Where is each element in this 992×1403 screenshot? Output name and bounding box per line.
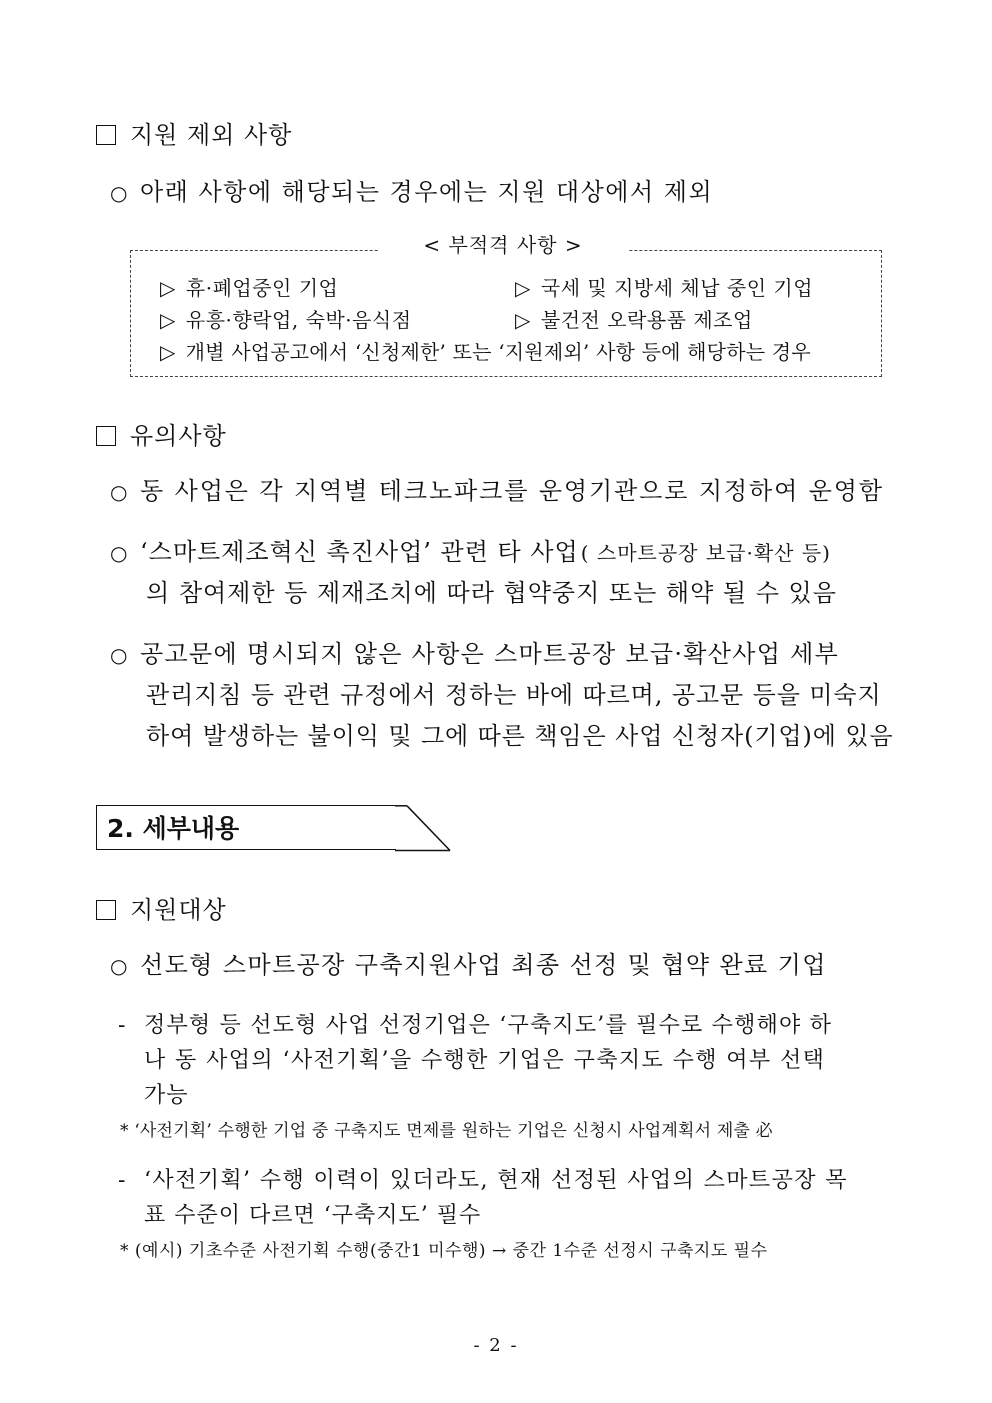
- triangle-bullet-icon: ▷: [515, 276, 531, 300]
- section-heading-target: [96, 890, 227, 925]
- dash-item-continued: 나 동 사업의 ‘사전기획’을 수행한 기업은 구축지도 수행 여부 선택: [144, 1048, 826, 1073]
- triangle-bullet-icon: ▷: [160, 308, 176, 332]
- exclusion-intro: [110, 172, 713, 207]
- triangle-bullet-icon: ▷: [160, 340, 176, 364]
- dash-item: [118, 1008, 832, 1043]
- item-text: 불건전 오락용품 제조업: [540, 308, 753, 332]
- circle-bullet-icon: ○: [110, 954, 129, 978]
- item-text: 국세 및 지방세 체납 중인 기업: [540, 276, 814, 300]
- circle-bullet-icon: ○: [110, 181, 129, 205]
- ineligible-item: [160, 336, 811, 365]
- intro-text: 아래 사항에 해당되는 경우에는 지원 대상에서 제외: [140, 178, 714, 206]
- notes-item-continued: 의 참여제한 등 제재조치에 따라 협약중지 또는 해약 될 수 있음: [146, 579, 837, 607]
- dash-bullet: -: [118, 1168, 127, 1193]
- item-text: 정부형 등 선도형 사업 선정기업은 ‘구축지도’를 필수로 수행해야 하: [144, 1013, 833, 1038]
- footnote: * ‘사전기획’ 수행한 기업 중 구축지도 면제를 원하는 기업은 신청시 사업계획서 제출 必: [120, 1121, 773, 1141]
- item-text: 선도형 스마트공장 구축지원사업 최종 선정 및 협약 완료 기업: [140, 951, 827, 979]
- ineligible-box-title: < 부적격 사항 >: [378, 230, 628, 260]
- checkbox-square-icon: [96, 900, 116, 920]
- dash-item-continued: 가능: [144, 1083, 189, 1108]
- notes-item-continued: 관리지침 등 관련 규정에서 정하는 바에 따르며, 공고문 등을 미숙지: [146, 681, 882, 709]
- dash-item: [118, 1163, 848, 1198]
- ineligible-item: [160, 272, 338, 301]
- heading-text: 지원대상: [130, 896, 227, 924]
- section-heading-exclusion: [96, 115, 292, 150]
- notes-item: [110, 466, 884, 518]
- circle-bullet-icon: ○: [110, 643, 129, 667]
- checkbox-square-icon: [96, 426, 116, 446]
- heading-text: 지원 제외 사항: [130, 121, 293, 149]
- target-bullet: [110, 940, 827, 992]
- circle-bullet-icon: ○: [110, 480, 130, 504]
- section-title-corner-icon: [395, 805, 455, 852]
- item-text: 동 사업은 각 지역별 테크노파크를 운영기관으로 지정하여 운영함: [140, 477, 884, 505]
- ineligible-item: [160, 304, 412, 333]
- section-title-label: 2. 세부내용: [96, 805, 396, 850]
- checkbox-square-icon: [96, 125, 116, 145]
- dash-bullet: -: [118, 1013, 127, 1038]
- item-text: 휴·폐업중인 기업: [185, 276, 339, 300]
- triangle-bullet-icon: ▷: [160, 276, 176, 300]
- ineligible-item: [515, 272, 813, 301]
- circle-bullet-icon: ○: [110, 541, 129, 565]
- item-text: 공고문에 명시되지 않은 사항은 스마트공장 보급·확산사업 세부: [140, 640, 840, 668]
- item-text: 개별 사업공고에서 ‘신청제한’ 또는 ‘지원제외’ 사항 등에 해당하는 경우: [185, 340, 811, 364]
- triangle-bullet-icon: ▷: [515, 308, 531, 332]
- item-paren: ( 스마트공장 보급·확산 등): [580, 541, 831, 565]
- item-text: 유흥·향락업, 숙박·음식점: [185, 308, 412, 332]
- page-number: - 2 -: [473, 1335, 519, 1356]
- item-text: ‘스마트제조혁신 촉진사업’ 관련 타 사업: [140, 538, 579, 566]
- ineligible-item: [515, 304, 753, 333]
- dash-item-continued: 표 수준이 다르면 ‘구축지도’ 필수: [144, 1203, 482, 1228]
- section-heading-notes: [96, 416, 227, 451]
- heading-text: 유의사항: [130, 422, 227, 450]
- footnote: * (예시) 기초수준 사전기획 수행(중간1 미수행) → 중간 1수준 선정시 구축지도 필수: [120, 1241, 768, 1261]
- item-text: ‘사전기획’ 수행 이력이 있더라도, 현재 선정된 사업의 스마트공장 목: [144, 1168, 848, 1193]
- notes-item-continued: 하여 발생하는 불이익 및 그에 따른 책임은 사업 신청자(기업)에 있음: [146, 722, 894, 750]
